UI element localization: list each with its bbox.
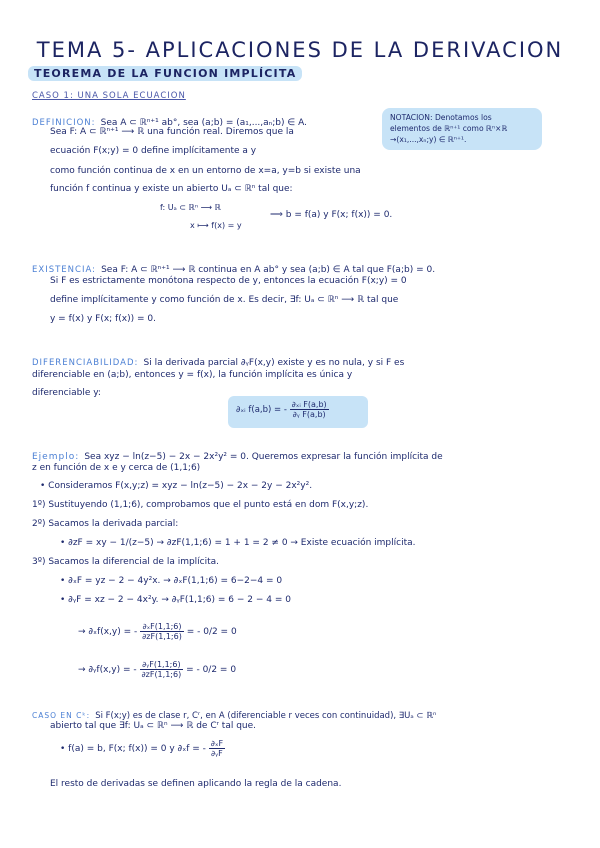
definition-map-2: x ⟼ f(x) = y: [190, 221, 242, 230]
example-step-3b: • ∂ᵧF = xz − 2 − 4x²y. → ∂ᵧF(1,1;6) = 6 − 2 − 4 = 0: [60, 595, 291, 605]
existence-line-4: y = f(x) y F(x; f(x)) = 0.: [50, 314, 156, 324]
example-step-1: 1º) Sustituyendo (1,1;6), comprobamos que el punto está en dom F(x,y;z).: [32, 500, 369, 510]
result-2-lhs: → ∂ᵧf(x,y) = -: [78, 665, 137, 675]
existence-text-1: Sea F: A ⊂ ℝⁿ⁺¹ ⟶ ℝ continua en A ab° y sea (a;b) ∈ A tal que F(a;b) = 0.: [101, 265, 436, 275]
class-case-numerator: ∂ₓF: [210, 739, 224, 748]
notation-line-2: elementos de ℝⁿ⁺¹ como ℝⁿ×ℝ: [390, 124, 508, 133]
example-bullet-1: • Consideramos F(x,y;z) = xyz − ln(z−5) − 2x − 2y − 2x²y².: [40, 481, 313, 491]
example-step-2: 2º) Sacamos la derivada parcial:: [32, 519, 179, 529]
definition-line-5: función f continua y existe un abierto Uₐ ⊂ ℝⁿ tal que:: [50, 184, 293, 194]
class-case-bullet: [60, 739, 225, 758]
differentiability-label: DIFERENCIABILIDAD:: [32, 358, 139, 368]
class-case-label: CASO EN Cᵏ:: [32, 711, 91, 720]
class-case-line-2: abierto tal que ∃f: Uₐ ⊂ ℝⁿ ⟶ ℝ de Cʳ tal que.: [50, 721, 257, 731]
existence-line-2: Si F es estrictamente monótona respecto de y, entonces la ecuación F(x;y) = 0: [50, 276, 407, 286]
example-line-1: [32, 444, 443, 463]
differentiability-line-2: diferenciable en (a;b), entonces y = f(x), la función implícita es única y: [32, 370, 353, 380]
result-1-lhs: → ∂ₓf(x,y) = -: [78, 627, 138, 637]
formula-numerator: ∂ₓᵢ F(a,b): [291, 400, 327, 409]
section-heading: TEOREMA DE LA FUNCION IMPLÍCITA: [28, 66, 302, 81]
result-2-numerator: ∂ᵧF(1,1;6): [140, 660, 184, 670]
subsection-heading: CASO 1: UNA SOLA ECUACION: [32, 91, 186, 101]
notation-box: [382, 108, 542, 150]
differentiability-line-3: diferenciable y:: [32, 388, 101, 398]
class-case-bullet-text: • f(a) = b, F(x; f(x)) = 0 y ∂ₓf = -: [60, 744, 206, 754]
formula-fraction: [290, 400, 329, 419]
class-case-denominator: ∂ᵧF: [211, 749, 223, 758]
class-case-fraction: [209, 739, 225, 758]
example-result-2: [78, 660, 236, 679]
result-1-numerator: ∂ₓF(1,1;6): [140, 622, 184, 632]
class-case-line-1: [32, 703, 436, 722]
existence-label: EXISTENCIA:: [32, 265, 96, 275]
formula-lhs: ∂ₓᵢ f(a,b) = -: [236, 405, 287, 415]
formula-denominator: ∂ᵧ F(a,b): [292, 410, 326, 419]
page-title: TEMA 5- APLICACIONES DE LA DERIVACION: [36, 38, 564, 62]
example-step-3a: • ∂ₓF = yz − 2 − 4y²x. → ∂ₓF(1,1;6) = 6−2−4 = 0: [60, 576, 283, 586]
existence-line-1: [32, 257, 435, 276]
definition-line-3: ecuación F(x;y) = 0 define implícitamente a y: [50, 146, 257, 156]
example-step-3: 3º) Sacamos la diferencial de la implícita.: [32, 557, 220, 567]
class-case-closing: El resto de derivadas se definen aplicando la regla de la cadena.: [50, 779, 342, 789]
class-case-text-1: Si F(x;y) es de clase r, Cʳ, en A (diferenciable r veces con continuidad), ∃Uₐ ⊂ ℝⁿ: [95, 711, 437, 721]
result-2-rhs: = - 0/2 = 0: [186, 665, 237, 675]
existence-line-3: define implícitamente y como función de x. Es decir, ∃f: Uₐ ⊂ ℝⁿ ⟶ ℝ tal que: [50, 295, 399, 305]
result-1-fraction: [140, 622, 184, 641]
notation-line-1: NOTACION: Denotamos los: [390, 113, 492, 122]
result-2-fraction: [140, 660, 184, 679]
result-1-rhs: = - 0/2 = 0: [186, 627, 237, 637]
example-label: Ejemplo:: [32, 452, 80, 462]
example-step-2-detail: • ∂zF = xy − 1/(z−5) → ∂zF(1,1;6) = 1 + 1 = 2 ≠ 0 → Existe ecuación implícita.: [60, 538, 416, 548]
example-text-1: Sea xyz − ln(z−5) − 2x − 2x²y² = 0. Queremos expresar la función implícita de: [84, 452, 443, 462]
example-line-2: z en función de x e y cerca de (1,1;6): [32, 463, 201, 473]
definition-map-result: ⟹ b = f(a) y F(x; f(x)) = 0.: [270, 210, 393, 220]
derivative-formula-box: [228, 396, 368, 428]
result-1-denominator: ∂zF(1,1;6): [142, 632, 182, 641]
differentiability-text-1: Si la derivada parcial ∂ᵧF(x,y) existe y es no nula, y si F es: [143, 358, 405, 368]
definition-text-1: Sea A ⊂ ℝⁿ⁺¹ ab°, sea (a;b) = (a₁,...,aₙ;b) ∈ A.: [100, 118, 307, 128]
differentiability-line-1: [32, 350, 404, 369]
example-result-1: [78, 622, 237, 641]
definition-line-2: Sea F: A ⊂ ℝⁿ⁺¹ ⟶ ℝ una función real. Diremos que la: [50, 127, 294, 137]
notation-line-3: →(x₁,...,xₙ;y) ∈ ℝⁿ⁺¹.: [390, 135, 467, 144]
definition-label: DEFINICION:: [32, 118, 96, 128]
definition-line-4: como función continua de x en un entorno de x=a, y=b si existe una: [50, 166, 361, 176]
definition-map-1: f: Uₐ ⊂ ℝⁿ ⟶ ℝ: [160, 203, 221, 212]
result-2-denominator: ∂zF(1,1;6): [141, 670, 182, 679]
